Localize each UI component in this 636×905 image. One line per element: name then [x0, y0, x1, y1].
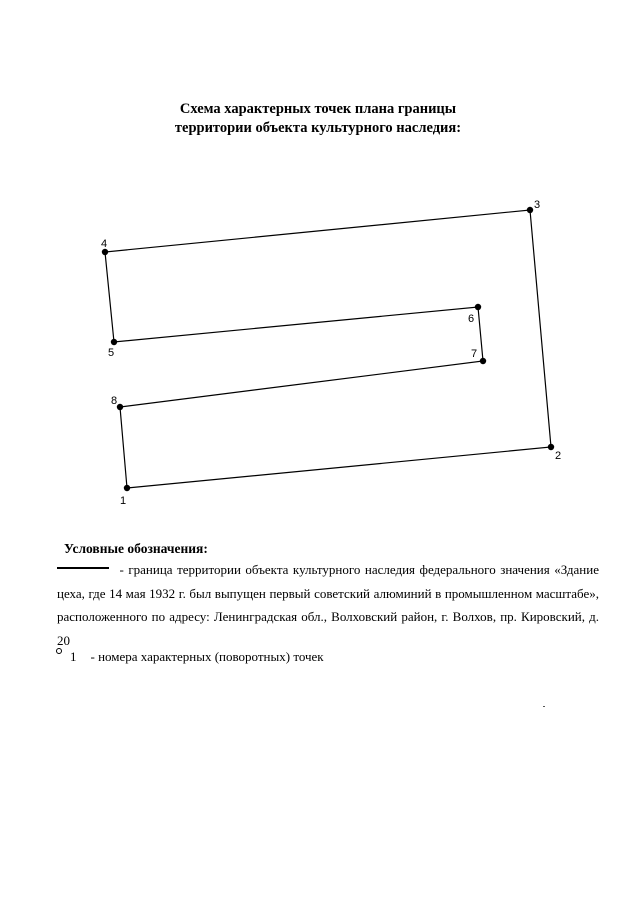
scheme-title-line-1: Схема характерных точек плана границы: [179, 101, 457, 117]
point-2-label: 2: [555, 450, 562, 462]
point-1-marker: [124, 485, 130, 491]
boundary-line-symbol: [57, 567, 109, 569]
point-4-label: 4: [101, 238, 108, 250]
point-5-label: 5: [108, 347, 115, 359]
point-2-marker: [548, 444, 554, 450]
point-3-marker: [527, 207, 533, 213]
legend-point-example-number: 1: [70, 649, 77, 664]
point-8-marker: [117, 404, 123, 410]
point-8-label: 8: [111, 395, 118, 407]
legend-points-entry: [56, 648, 324, 666]
territory-boundary-line: [105, 210, 551, 488]
point-6-marker: [475, 304, 481, 310]
point-3-label: 3: [534, 199, 541, 211]
legend-boundary-entry: [57, 558, 599, 652]
legend-boundary-text: - граница территории объекта культурного наследия федерального значения «Здание цеха, где 14 мая 1932 г. был выпущен первый советский алюминий в промышленном масштабе», расположенного по адресу: Ленинградская обл., Волховский район, г. Волхов, пр. Кировский, д. 20: [57, 562, 599, 648]
point-5-marker: [111, 339, 117, 345]
legend-points-text: - номера характерных (поворотных) точек: [90, 649, 324, 664]
point-6-label: 6: [468, 313, 475, 325]
point-marker-symbol: [56, 648, 62, 654]
scan-speck: [543, 706, 545, 707]
scheme-title-line-2: территории объекта культурного наследия:: [174, 120, 462, 136]
point-7-marker: [480, 358, 486, 364]
point-1-label: 1: [120, 495, 127, 507]
point-7-label: 7: [471, 348, 478, 360]
legend-heading: Условные обозначения:: [64, 541, 208, 556]
